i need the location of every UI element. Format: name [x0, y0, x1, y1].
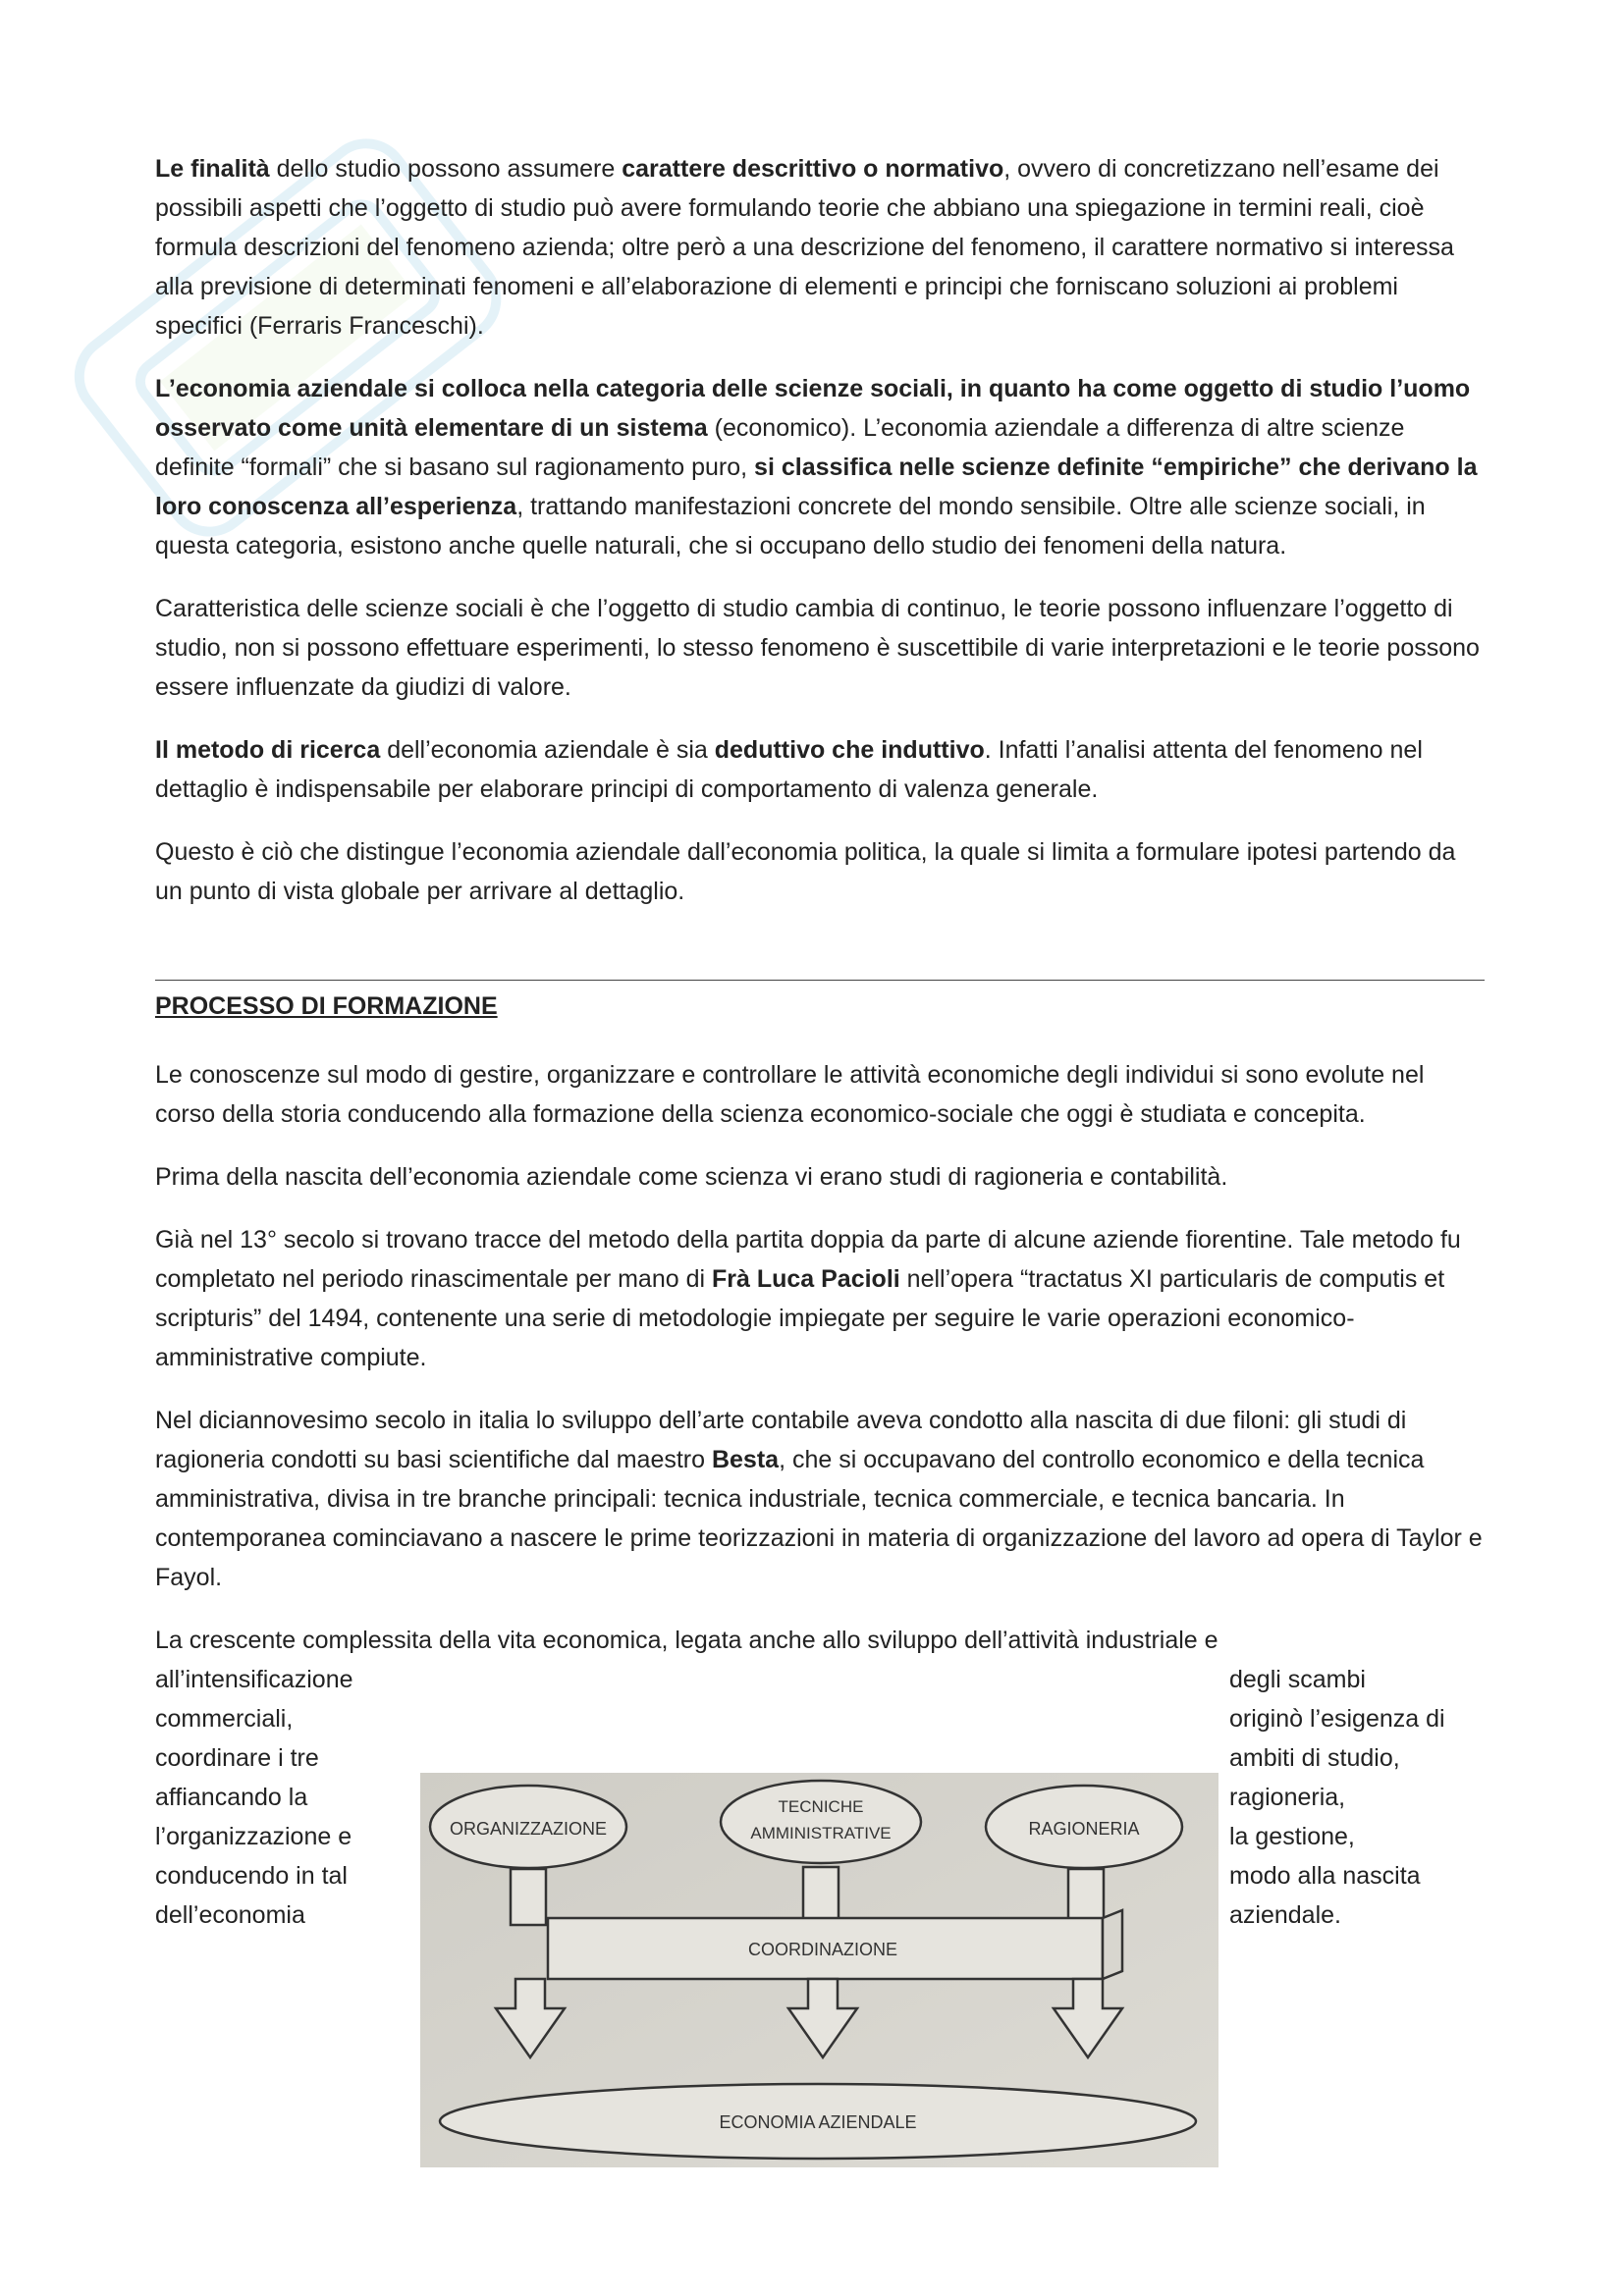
paragraph — [155, 1055, 1485, 1134]
bold-text: Le finalità — [155, 155, 270, 183]
node-ragioneria-label: RAGIONERIA — [1028, 1819, 1140, 1839]
text-run: (economico). L’economia aziendale a differenza di altre scienze definite “formali” che si basano sul ragionamento puro, — [155, 414, 1405, 481]
paragraph — [155, 1401, 1485, 1597]
text-run: , che si occupavano del controllo economico e della tecnica amministrativa, divisa in tre branche principali: tecnica industriale, tecnica commerciale, e tecnica bancaria. In contemporanea cominciavano a nascere le prime teorizzazioni in materia di organizzazione del lavoro ad opera di Taylor e Fayol. — [155, 1446, 1483, 1591]
wrapped-line: commerciali, — [155, 1705, 294, 1733]
section-divider — [155, 980, 1485, 981]
node-tecniche-label: TECNICHE — [778, 1797, 864, 1816]
paragraph — [155, 730, 1485, 809]
bold-text: carattere descrittivo o normativo — [622, 155, 1004, 183]
paragraph — [155, 1157, 1485, 1197]
wrapped-line: la gestione, — [1229, 1823, 1355, 1850]
bold-text: deduttivo che induttivo — [714, 736, 985, 764]
shaft-left-top — [511, 1869, 546, 1925]
paragraph — [155, 369, 1485, 565]
wrapped-line: affiancando la — [155, 1784, 308, 1811]
bold-text: Besta — [711, 1446, 780, 1473]
wrapped-line: conducendo in tal — [155, 1862, 348, 1890]
coordination-bar-label: COORDINAZIONE — [747, 1940, 898, 1959]
text-run: Prima della nascita dell’economia aziendale come scienza vi erano studi di ragioneria e contabilità. — [155, 1163, 1228, 1191]
wrapped-line: aziendale. — [1229, 1901, 1341, 1929]
bold-text: L’economia aziendale si colloca nella categoria delle scienze sociali, in quanto ha come oggetto di studio l’uomo osservato come unità elementare di un sistema — [155, 375, 1471, 442]
paragraph — [155, 149, 1485, 346]
coordination-bar-side — [1103, 1910, 1122, 1979]
paragraph — [155, 832, 1485, 911]
text-run: dello studio possono assumere — [269, 155, 623, 183]
intro-paragraphs — [155, 149, 1485, 911]
paragraph — [155, 1621, 1485, 1660]
bold-text: Frà Luca Pacioli — [711, 1265, 900, 1293]
text-run: . Infatti l’analisi attenta del fenomeno nel dettaglio è indispensabile per elaborare principi di comportamento di valenza generale. — [155, 736, 1423, 803]
wrapped-line: ragioneria, — [1229, 1784, 1346, 1811]
paragraph — [155, 589, 1485, 707]
text-run: Le conoscenze sul modo di gestire, organizzare e controllare le attività economiche degli individui si sono evolute nel corso della storia conducendo alla formazione della scienza economico-sociale che oggi è studiata e concepita. — [155, 1061, 1425, 1128]
document-body — [155, 149, 1485, 1935]
section-paragraphs — [155, 1055, 1485, 1660]
wrapped-text-left — [155, 1660, 410, 1935]
text-run: La crescente complessita della vita economica, legata anche allo sviluppo dell’attività industriale e — [155, 1627, 1218, 1654]
text-run: , ovvero di concretizzano nell’esame dei possibili aspetti che l’oggetto di studio può avere formulando teorie che abbiano una spiegazione in termini reali, cioè formula descrizioni del fenomeno azienda; oltre però a una descrizione del fenomeno, il carattere normativo si interessa alla previsione di determinati fenomeni e all’elaborazione di elementi e principi che forniscano soluzioni ai problemi specifici (Ferraris Franceschi). — [155, 155, 1454, 340]
text-run: Questo è ciò che distingue l’economia aziendale dall’economia politica, la quale si limita a formulare ipotesi partendo da un punto di vista globale per arrivare al dettaglio. — [155, 838, 1456, 905]
wrapped-line: originò l’esigenza di — [1229, 1705, 1445, 1733]
wrapped-line: dell’economia — [155, 1901, 305, 1929]
wrapped-line: ambiti di studio, — [1229, 1744, 1400, 1772]
text-run: , trattando manifestazioni concrete del mondo sensibile. Oltre alle scienze sociali, in questa categoria, esistono anche quelle naturali, che si occupano dello studio dei fenomeni della natura. — [155, 493, 1426, 560]
paragraph — [155, 1220, 1485, 1377]
shaft-mid-top — [803, 1867, 839, 1925]
wrapped-line: coordinare i tre — [155, 1744, 319, 1772]
economia-aziendale-label: ECONOMIA AZIENDALE — [719, 2112, 917, 2132]
wrapped-line: degli scambi — [1229, 1666, 1366, 1693]
shaft-right-top — [1068, 1869, 1104, 1925]
node-tecniche-amministrative — [721, 1781, 921, 1863]
coordination-diagram — [420, 1773, 1218, 2167]
text-run: Nel diciannovesimo secolo in italia lo sviluppo dell’arte contabile aveva condotto alla nascita di due filoni: gli studi di ragioneria condotti su basi scientifiche dal maestro — [155, 1407, 1407, 1473]
text-run: nell’opera “tractatus XI particularis de computis et scripturis” del 1494, contenente una serie di metodologie impiegate per seguire le varie operazioni economico-amministrative compiute. — [155, 1265, 1445, 1371]
node-organizzazione-label: ORGANIZZAZIONE — [449, 1819, 608, 1839]
text-run: Già nel 13° secolo si trovano tracce del metodo della partita doppia da parte di alcune aziende fiorentine. Tale metodo fu completato nel periodo rinascimentale per mano di — [155, 1226, 1461, 1293]
wrapped-line: l’organizzazione e — [155, 1823, 352, 1850]
text-run: dell’economia aziendale è sia — [380, 736, 715, 764]
wrapped-line: all’intensificazione — [155, 1666, 353, 1693]
wrapped-line: modo alla nascita — [1229, 1862, 1421, 1890]
wrapped-text-right — [1229, 1660, 1485, 1935]
node-amministrative-label: AMMINISTRATIVE — [750, 1824, 892, 1842]
section-title: PROCESSO DI FORMAZIONE — [155, 992, 498, 1020]
bold-text: Il metodo di ricerca — [155, 736, 381, 764]
text-run: Caratteristica delle scienze sociali è che l’oggetto di studio cambia di continuo, le teorie possono influenzare l’oggetto di studio, non si possono effettuare esperimenti, lo stesso fenomeno è suscettibile di varie interpretazioni e le teorie possono essere influenzate da giudizi di valore. — [155, 595, 1480, 701]
bold-text: si classifica nelle scienze definite “empiriche” che derivano la loro conoscenza all’esperienza — [155, 454, 1478, 520]
